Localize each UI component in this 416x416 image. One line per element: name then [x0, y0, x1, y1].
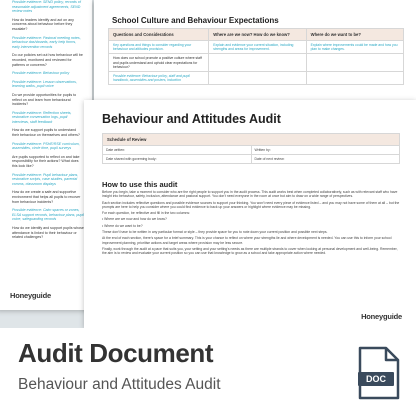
audit-prompt-text: Do we provide opportunities for pupils to reflect on and learn from behavioural incidents? [12, 92, 77, 107]
audit-prompt-text: Possible evidence: Lesson observations, learning walks, pupil voice [12, 79, 77, 89]
left-page-content [12, 0, 84, 244]
table-cell: Key questions and things to consider regarding your behaviour and attitudes provision. [109, 41, 209, 54]
howto-paragraph: • Where are we now and how do we know? [102, 217, 167, 222]
table-row [109, 54, 404, 72]
table-row [103, 146, 400, 155]
section-title: School Culture and Behaviour Expectations [112, 16, 279, 25]
audit-prompt-text: Possible evidence: Calm spaces or zones, ELSA support records, behaviour plans, pupil voice, safeguarding records [12, 208, 84, 222]
table-cell: Date shared with governing body: [103, 155, 252, 164]
table-row [103, 155, 400, 164]
howto-heading: How to use this audit [102, 180, 178, 189]
table-row [109, 41, 404, 54]
table-cell: How does our school promote a positive culture where staff and pupils understand and uphold clear expectations for behaviour? [109, 54, 209, 72]
howto-paragraph: • Where do we want to be? [102, 223, 143, 228]
table-cell [306, 54, 403, 72]
table-cell [209, 72, 306, 85]
doc-format-badge: DOC [358, 372, 394, 386]
howto-body [102, 190, 400, 258]
product-type-title: Audit Document [18, 338, 214, 368]
column-header: Where do we want to be? [306, 29, 403, 41]
column-header: Where are we now? How do we know? [209, 29, 306, 41]
audit-prompt-text: How do we identify and support pupils whose attendance is linked to their behaviour or related challenges? [12, 225, 84, 240]
audit-page-left-preview [0, 0, 92, 310]
audit-prompt-text: Do our policies set out how behaviour will be recorded, monitored and reviewed for patterns or concerns? [12, 53, 83, 67]
table-row [109, 72, 404, 85]
howto-paragraph: Before you begin, take a moment to consider who are the right people to support you in the audit process. This audit works best when completed collaboratively, such as with relevant staff who have insight into behaviour, safety, inclusion, attendance and pastoral support. You don't need everyone in the room at once but aim to draw on a wide range of perspectives. [102, 190, 398, 199]
honeyguide-logo-front: Honeyguide [361, 312, 402, 321]
schedule-of-review-table [102, 133, 400, 164]
table-cell: Possible evidence: Behaviour policy, staff and pupil handbook, assemblies and posters, induction [109, 72, 209, 85]
table-cell: Date of next review: [251, 155, 400, 164]
audit-prompt-text: How do we create a safe and supportive environment that helps all pupils to recover from behaviour incidents? [12, 190, 81, 204]
table-cell: Explain and evidence your current situation, including strengths and areas for improvement. [209, 41, 306, 54]
howto-paragraph: Each section includes reflective questions and possible evidence sources to support your thinking. You won't need every piece of evidence listed – and you may not have some of them at all – but the prompts are here to help you consider where you could find evidence to back up your answers or highlight where evidence may be missing. [102, 200, 400, 209]
table-cell: Date written: [103, 146, 252, 155]
audit-page-front-preview [84, 100, 416, 328]
audit-prompt-text: How do leaders identify and act on any concerns about behaviour before they escalate? [12, 17, 74, 31]
howto-paragraph: Finally, work through the audit at a pace that suits you, your setting and your setting's needs as there are multiple strands to cover when looking at personal development and well-being. Remember, the aim is to review and evaluate your current position so you can use that knowledge to grow as a school and take appropriate action where needed. [102, 246, 398, 256]
audit-prompt-text: Possible evidence: PSHE/RSE curriculum, assemblies, circle time, pupil surveys [12, 141, 80, 151]
table-cell: Written by: [251, 146, 400, 155]
audit-prompt-text: How do we support pupils to understand their behaviour on themselves and others? [12, 128, 80, 138]
audit-prompt-text: Possible evidence: Pastoral meeting notes, behaviour dashboards, early help forms, early intervention records [12, 35, 81, 49]
product-subtitle: Behaviour and Attitudes Audit [18, 376, 221, 393]
table-cell [306, 72, 403, 85]
audit-prompt-text: Possible evidence: Reflection sheets, restorative conversation logs, pupil interviews, staff feedback [12, 110, 72, 124]
audit-prompt-text: Possible evidence: Pupil behaviour plans, restorative scripts, case studies, parental comms, classroom displays [12, 172, 79, 186]
document-title: Behaviour and Attitudes Audit [102, 112, 281, 126]
howto-paragraph: These don't have to be written in any particular format or style – they provide space for you to note down your current position and possible next steps. [102, 230, 328, 235]
column-header: Questions and Considerations [109, 29, 209, 41]
expectations-table [108, 28, 404, 85]
table-cell: Explain where improvements could be made and how you plan to make changes. [306, 41, 403, 54]
schedule-title: Schedule of Review [103, 134, 400, 146]
table-cell [209, 54, 306, 72]
howto-paragraph: At the end of each section, there's space for a brief summary. This is your chance to reflect on where your strengths lie and where development is needed. You can use this to inform your school improvement planning, prioritise actions and target areas where provision may be less secure. [102, 236, 392, 245]
audit-prompt-text: Are pupils supported to reflect on and take responsibility for their actions? What does this look like? [12, 154, 80, 169]
audit-prompt-text: Possible evidence: SEND policy, records of reasonable adjustment agreements, SEND review notes [12, 0, 81, 14]
audit-prompt-text: Possible evidence: Behaviour policy [12, 71, 70, 76]
honeyguide-logo-left: Honeyguide [10, 291, 51, 300]
howto-paragraph: For each question, be reflective and fill in the two columns: [102, 211, 191, 216]
audit-page-right-preview [94, 0, 416, 104]
